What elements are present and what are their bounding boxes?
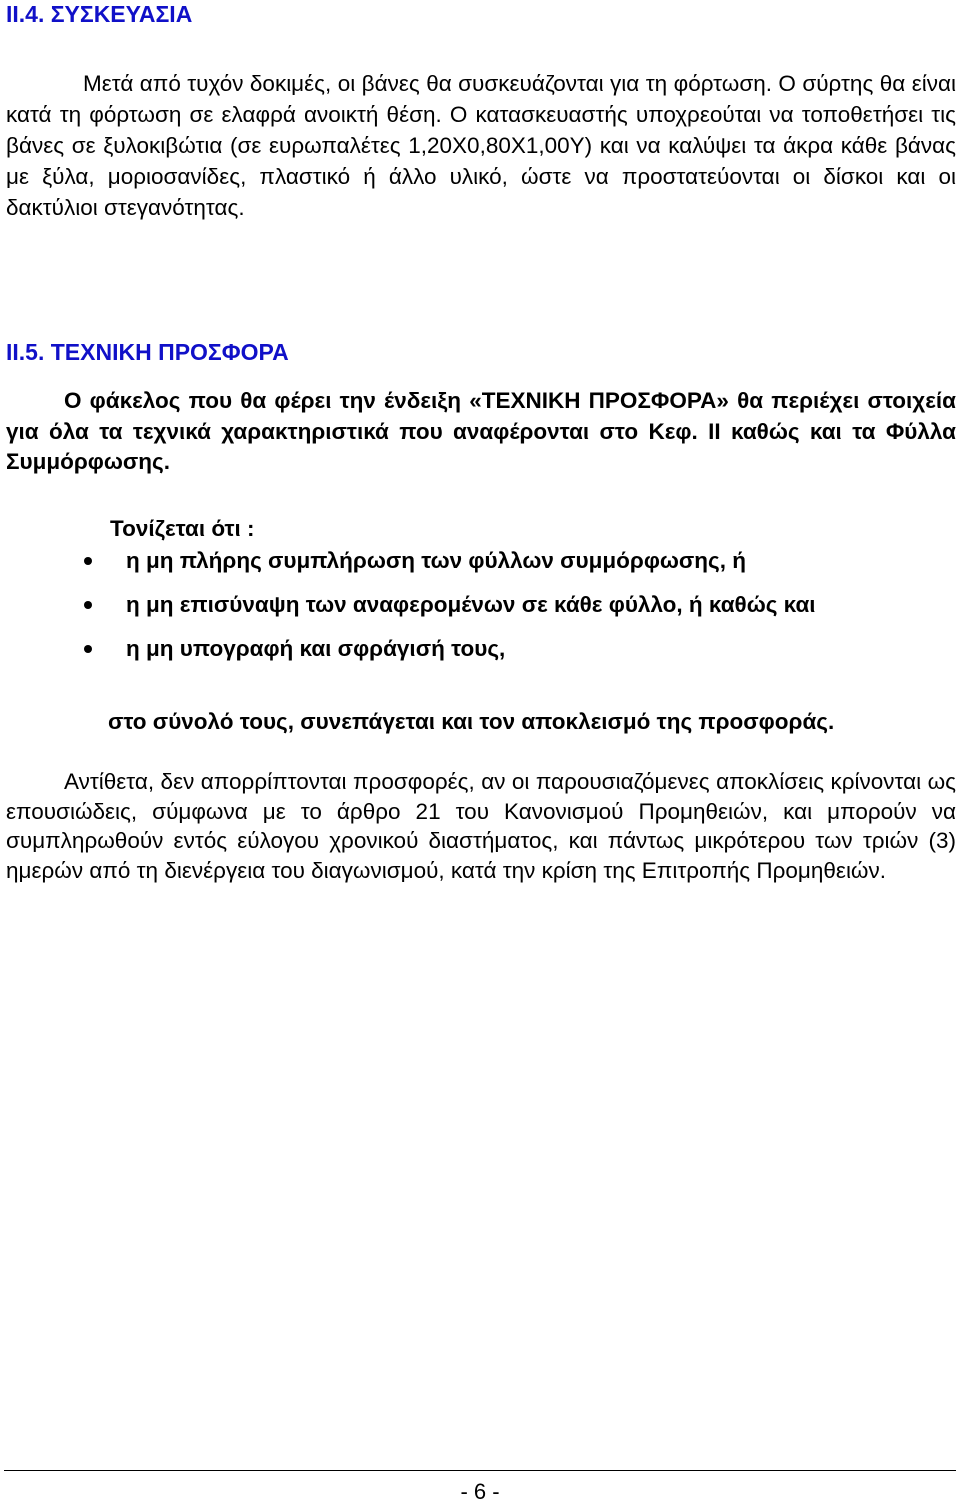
section-heading-packaging: ΙΙ.4. ΣΥΣΚΕΥΑΣΙΑ (6, 1, 193, 27)
packaging-paragraph: Μετά από τυχόν δοκιμές, οι βάνες θα συσκευάζονται για τη φόρτωση. Ο σύρτης θα είναι κατά τη φόρτωση σε ελαφρά ανοικτή θέση. Ο κατασκευαστής υποχρεούται να τοποθετήσει τις βάνες σε ξυλοκιβώτια (σε ευρωπαλέτες 1,20Χ0,80Χ1,00Υ) και να καλύψει τα άκρα κάθε βάνας με ξύλα, μοριοσανίδες, πλαστικό ή άλλο υλικό, ώστε να προστατεύονται οι δίσκοι και οι δακτύλιοι στεγανότητας. (6, 71, 956, 220)
list-item-text: η μη πλήρης συμπλήρωση των φύλλων συμμόρφωσης, ή (126, 548, 747, 573)
bullet-icon (84, 601, 92, 609)
list-item-text: η μη επισύναψη των αναφερομένων σε κάθε φύλλο, ή καθώς και (126, 592, 816, 617)
consequence-statement: στο σύνολό τους, συνεπάγεται και τον αποκλεισμό της προσφοράς. (108, 709, 835, 734)
bullet-icon (84, 557, 92, 565)
technical-offer-paragraph: Ο φάκελος που θα φέρει την ένδειξη «ΤΕΧΝΙΚΗ ΠΡΟΣΦΟΡΑ» θα περιέχει στοιχεία για όλα τα τεχνικά χαρακτηριστικά που αναφέρονται στο Κεφ. ΙΙ καθώς και τα Φύλλα Συμμόρφωσης. (6, 388, 956, 474)
emphasis-intro: Τονίζεται ότι : (110, 516, 255, 541)
bullet-icon (84, 645, 92, 653)
list-item-text: η μη υπογραφή και σφράγισή τους, (126, 636, 506, 661)
footer-divider (4, 1470, 956, 1471)
exceptions-paragraph: Αντίθετα, δεν απορρίπτονται προσφορές, αν οι παρουσιαζόμενες αποκλίσεις κρίνονται ως επουσιώδεις, σύμφωνα με το άρθρο 21 του Κανονισμού Προμηθειών, και μπορούν να συμπληρωθούν εντός εύλογου χρονικού διαστήματος, και πάντως μικρότερου των τριών (3) ημερών από τη διενέργεια του διαγωνισμού, κατά την κρίση της Επιτροπής Προμηθειών. (6, 769, 956, 883)
section-heading-technical-offer: ΙΙ.5. ΤΕΧΝΙΚΗ ΠΡΟΣΦΟΡΑ (6, 339, 289, 365)
page-number: - 6 - (460, 1479, 500, 1504)
